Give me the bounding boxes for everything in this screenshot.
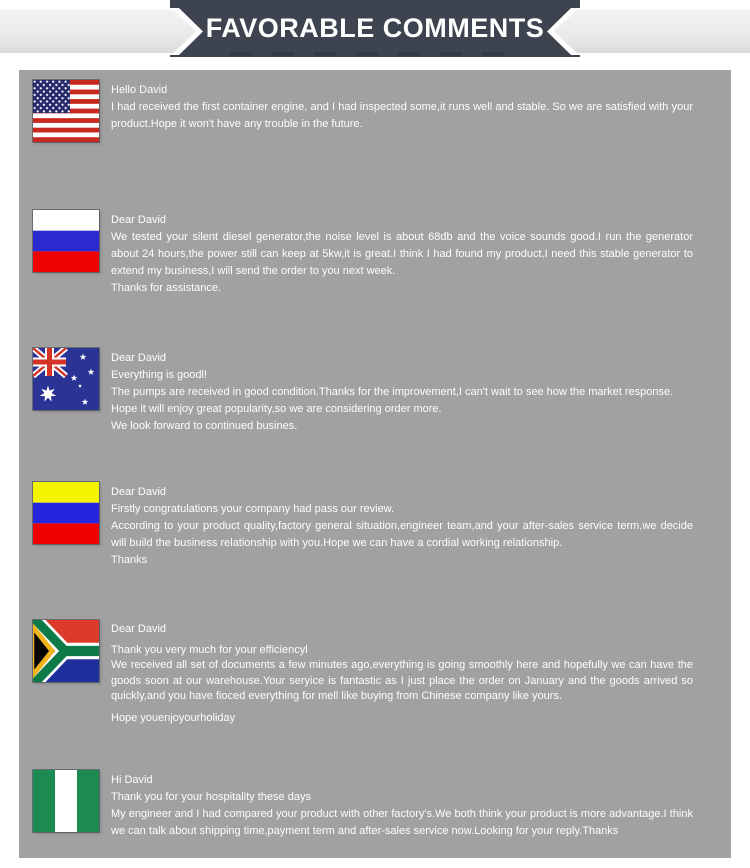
comment-paragraph: We received all set of documents a few minutes ago,everything is going smoothly here and hopefully we can have the goods soon at our warehouse.Your seryice is fantastic as I just place the order on January and the goods arrived so quickly,and you have fioced everything for mell like buying from Chinese company like yours. — [111, 659, 693, 702]
comment-greeting: Hello David — [111, 84, 168, 96]
comment-paragraph: Firstly congratulations your company had pass our review. — [111, 503, 395, 515]
comment-colombia — [33, 482, 693, 620]
comment-paragraph: Thank you for your hospitality these days — [111, 791, 311, 803]
comment-paragraph: We look forward to continued busines. — [111, 420, 298, 432]
comment-nigeria — [33, 770, 693, 858]
banner-title: FAVORABLE COMMENTS — [205, 13, 545, 43]
favorable-comments-banner — [0, 0, 750, 70]
australia-flag-icon — [33, 348, 99, 410]
south-africa-flag-icon — [33, 620, 99, 682]
comment-greeting: Dear David — [111, 486, 167, 498]
comment-greeting: Dear David — [111, 352, 167, 364]
russia-flag-icon — [33, 210, 99, 272]
comment-greeting: Hi David — [111, 774, 153, 786]
comment-paragraph: Thanks — [111, 554, 148, 566]
comment-greeting: Dear David — [111, 214, 167, 226]
comment-usa — [33, 80, 693, 210]
colombia-flag-icon — [33, 482, 99, 544]
nigeria-flag-icon — [33, 770, 99, 832]
comment-paragraph: Thanks for assistance. — [111, 282, 222, 294]
comment-paragraph: We tested your silent diesel generator,the noise level is about 68db and the voice sounds good.I run the generator about 24 hours,the power still can keep at 5kw,it is great.I think I had found my product,I need this stable generator to extend my business,I will send the order to you next week. — [111, 231, 693, 277]
comments-panel — [19, 70, 731, 858]
comment-paragraph: Hope it will enjoy great popularity,so we are considering order more. — [111, 403, 442, 415]
banner-ribbon — [170, 0, 580, 57]
comment-russia — [33, 210, 693, 348]
banner-left-arrow-bar — [0, 10, 196, 53]
banner-right-arrow-bar — [554, 10, 750, 53]
comment-australia — [33, 348, 693, 482]
comment-paragraph: I had received the first container engine, and I had inspected some,it runs well and stable. So we are satisfied with your product.Hope it won't have any trouble in the future. — [111, 101, 693, 130]
comment-paragraph: Everything is goodl! — [111, 369, 207, 381]
comment-paragraph: Thank you very much for your efficiencyl — [111, 643, 308, 656]
comment-south-africa — [33, 620, 693, 770]
comment-greeting: Dear David — [111, 623, 167, 635]
comment-paragraph: The pumps are received in good condition.Thanks for the improvement,I can't wait to see how the market response. — [111, 386, 674, 398]
comment-paragraph: My engineer and I had compared your product with other factory's.We both think your product is more advantage.I think we can talk about shipping time,payment term and after-sales service now.Looking for your reply.Thanks — [111, 808, 693, 837]
comment-paragraph: Hope youenjoyourholiday — [111, 711, 236, 724]
usa-flag-icon — [33, 80, 99, 142]
comment-paragraph: According to your product quality,factory general situation,engineer team,and your after-sales service term,we decide will build the business relationship with you.Hope we can have a cordial working relationship. — [111, 520, 693, 549]
